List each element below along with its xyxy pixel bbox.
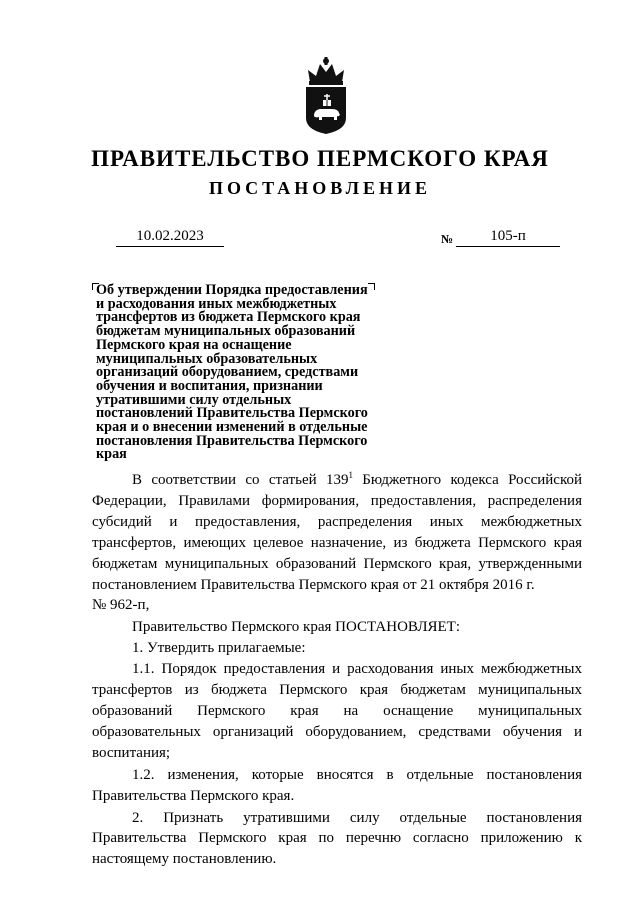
document-number: 105-п xyxy=(456,228,560,247)
subject-line: Пермского края на оснащение xyxy=(96,336,292,353)
subject-line: организаций оборудованием, средствами xyxy=(96,364,359,381)
subject-line: утратившими силу отдельных xyxy=(96,391,292,408)
subject-line: муниципальных образовательных xyxy=(96,350,318,367)
document-type: ПОСТАНОВЛЕНИЕ xyxy=(208,178,432,198)
subject-line: постановления Правительства Пермского xyxy=(96,432,368,449)
paragraph-item-1-2: 1.2. изменения, которые вносятся в отдельные постановления Правительства Пермского края. xyxy=(92,766,582,804)
article-superscript: 1 xyxy=(348,470,353,480)
document-body xyxy=(92,470,582,870)
subject-line: края и о внесении изменений в отдельные xyxy=(96,419,368,436)
number-sign: № xyxy=(441,232,454,246)
paragraph-item-2: 2. Признать утратившими силу отдельные постановления Правительства Пермского края по перечню согласно приложению к настоящему постановлению. xyxy=(92,809,582,868)
subject-line: бюджетам муниципальных образований xyxy=(96,323,356,340)
subject-line: Об утверждении Порядка предоставления xyxy=(96,282,368,298)
government-title: ПРАВИТЕЛЬСТВО ПЕРМСКОГО КРАЯ xyxy=(91,146,549,171)
subject-line: и расходования иных межбюджетных xyxy=(96,295,337,312)
document-subject xyxy=(96,284,396,462)
paragraph-preamble-tail: № 962-п, xyxy=(92,597,150,614)
paragraph-preamble xyxy=(92,470,582,595)
paragraph-item-1: 1. Утвердить прилагаемые: xyxy=(132,640,306,657)
preamble-start: В соответствии со статьей 139 xyxy=(132,472,349,488)
perm-krai-coat-of-arms-icon xyxy=(302,56,350,136)
preamble-end: Бюджетного кодекса Российской Федерации, Правилами формирования, предоставления, распределения субсидий и предоставления, распределения иных межбюджетных трансфертов, имеющих целевое назначение, из бюджета Пермского края бюджетам муниципальных образований Пермского края, утвержденными постановлением Правительства Пермского края от 21 октября 2016 г. xyxy=(92,472,583,593)
subject-line: обучения и воспитания, признании xyxy=(96,377,323,394)
paragraph-resolves: Правительство Пермского края ПОСТАНОВЛЯЕТ: xyxy=(132,619,461,636)
subject-line: края xyxy=(96,446,127,463)
subject-line: постановлений Правительства Пермского xyxy=(96,405,368,422)
paragraph-item-1-1: 1.1. Порядок предоставления и расходования иных межбюджетных трансфертов из бюджета Пермского края бюджетам муниципальных образований Пермского края на оснащение муниципальных образовательных организаций оборудованием, средствами обучения и воспитания; xyxy=(92,661,582,761)
document-date: 10.02.2023 xyxy=(116,228,224,247)
subject-line: трансфертов из бюджета Пермского края xyxy=(96,309,361,326)
